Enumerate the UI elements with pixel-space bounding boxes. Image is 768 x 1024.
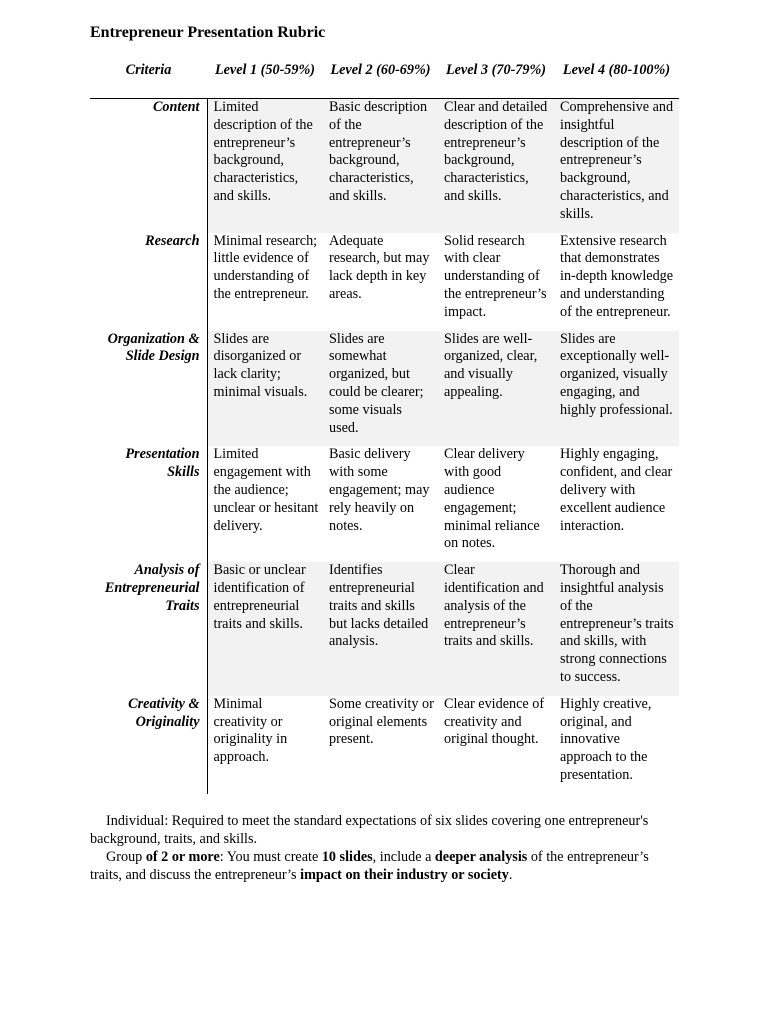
rubric-cell: Clear identification and analysis of the entrepreneur’s traits and skills.	[438, 562, 554, 696]
rubric-row-content	[90, 99, 679, 233]
individual-note: Individual: Required to meet the standard expectations of six slides covering one entrepreneur's background, traits, and skills.	[90, 812, 649, 847]
group-note-emphasis: 10 slides	[321, 848, 373, 865]
rubric-cell: Slides are disorganized or lack clarity; minimal visuals.	[207, 331, 323, 447]
criterion-label: Content	[90, 99, 207, 233]
group-note-emphasis: impact on their industry or society	[300, 866, 509, 883]
rubric-cell: Basic description of the entrepreneur’s background, characteristics, and skills.	[323, 99, 438, 233]
group-note-emphasis: of 2 or more	[145, 848, 220, 865]
rubric-row-presentation	[90, 446, 679, 562]
rubric-cell: Adequate research, but may lack depth in key areas.	[329, 232, 430, 302]
header-criteria: Criteria	[90, 62, 207, 99]
criterion-label: Analysis of Entrepreneurial Traits	[90, 562, 207, 696]
header-level-2: Level 2 (60-69%)	[323, 62, 438, 99]
rubric-cell: Extensive research that demonstrates in-depth knowledge and understanding of the entrepreneur.	[560, 232, 674, 320]
rubric-cell: Slides are somewhat organized, but could be clearer; some visuals used.	[323, 331, 438, 447]
group-note-text: : You must create	[219, 848, 322, 865]
criterion-label: Presentation Skills	[90, 446, 207, 562]
header-level-4: Level 4 (80-100%)	[554, 62, 679, 99]
group-note-text: .	[508, 866, 513, 883]
rubric-cell: Highly creative, original, and innovative approach to the presentation.	[560, 695, 652, 783]
rubric-row-research	[90, 233, 679, 331]
rubric-cell: Minimal creativity or originality in approach.	[213, 695, 288, 766]
document-title: Entrepreneur Presentation Rubric	[90, 24, 326, 41]
rubric-cell: Minimal research; little evidence of understanding of the entrepreneur.	[213, 232, 318, 302]
rubric-table	[90, 62, 679, 794]
rubric-header-row	[90, 62, 679, 99]
header-level-3: Level 3 (70-79%)	[438, 62, 554, 99]
rubric-cell: Clear evidence of creativity and original thought.	[444, 695, 545, 748]
rubric-cell: Comprehensive and insightful description of the entrepreneur’s background, characteristics, and skills.	[554, 99, 679, 233]
rubric-cell: Limited engagement with the audience; unclear or hesitant delivery.	[213, 446, 319, 534]
group-note	[90, 848, 679, 884]
group-note-emphasis: deeper analysis	[434, 848, 528, 865]
header-level-1: Level 1 (50-59%)	[207, 62, 323, 99]
group-note-text: , include a	[372, 848, 435, 865]
group-note-text: of the entrepreneur’s traits, and discuss the entrepreneur’s	[90, 848, 649, 883]
group-note-text: Group	[106, 848, 146, 865]
criterion-label: Research	[90, 233, 207, 331]
rubric-row-organization	[90, 331, 679, 447]
rubric-cell: Clear delivery with good audience engagement; minimal reliance on notes.	[444, 446, 540, 552]
rubric-cell: Limited description of the entrepreneur’s background, characteristics, and skills.	[207, 99, 323, 233]
criterion-label: Creativity & Originality	[90, 696, 207, 794]
rubric-row-creativity	[90, 696, 679, 794]
rubric-notes	[90, 812, 679, 884]
rubric-cell: Slides are exceptionally well-organized, visually engaging, and highly professional.	[554, 331, 679, 447]
rubric-cell: Basic delivery with some engagement; may rely heavily on notes.	[329, 446, 430, 534]
rubric-cell: Basic or unclear identification of entrepreneurial traits and skills.	[207, 562, 323, 696]
rubric-cell: Thorough and insightful analysis of the entrepreneur’s traits and skills, with strong connections to success.	[554, 562, 679, 696]
rubric-cell: Some creativity or original elements present.	[329, 695, 434, 748]
rubric-row-analysis	[90, 562, 679, 696]
rubric-cell: Highly engaging, confident, and clear delivery with excellent audience interaction.	[560, 446, 673, 534]
rubric-cell: Slides are well-organized, clear, and visually appealing.	[438, 331, 554, 447]
rubric-cell: Solid research with clear understanding of the entrepreneur’s impact.	[444, 232, 547, 320]
rubric-page	[90, 22, 679, 884]
rubric-cell: Clear and detailed description of the entrepreneur’s background, characteristics, and skills.	[438, 99, 554, 233]
rubric-cell: Identifies entrepreneurial traits and skills but lacks detailed analysis.	[323, 562, 438, 696]
criterion-label: Organization & Slide Design	[90, 331, 207, 447]
